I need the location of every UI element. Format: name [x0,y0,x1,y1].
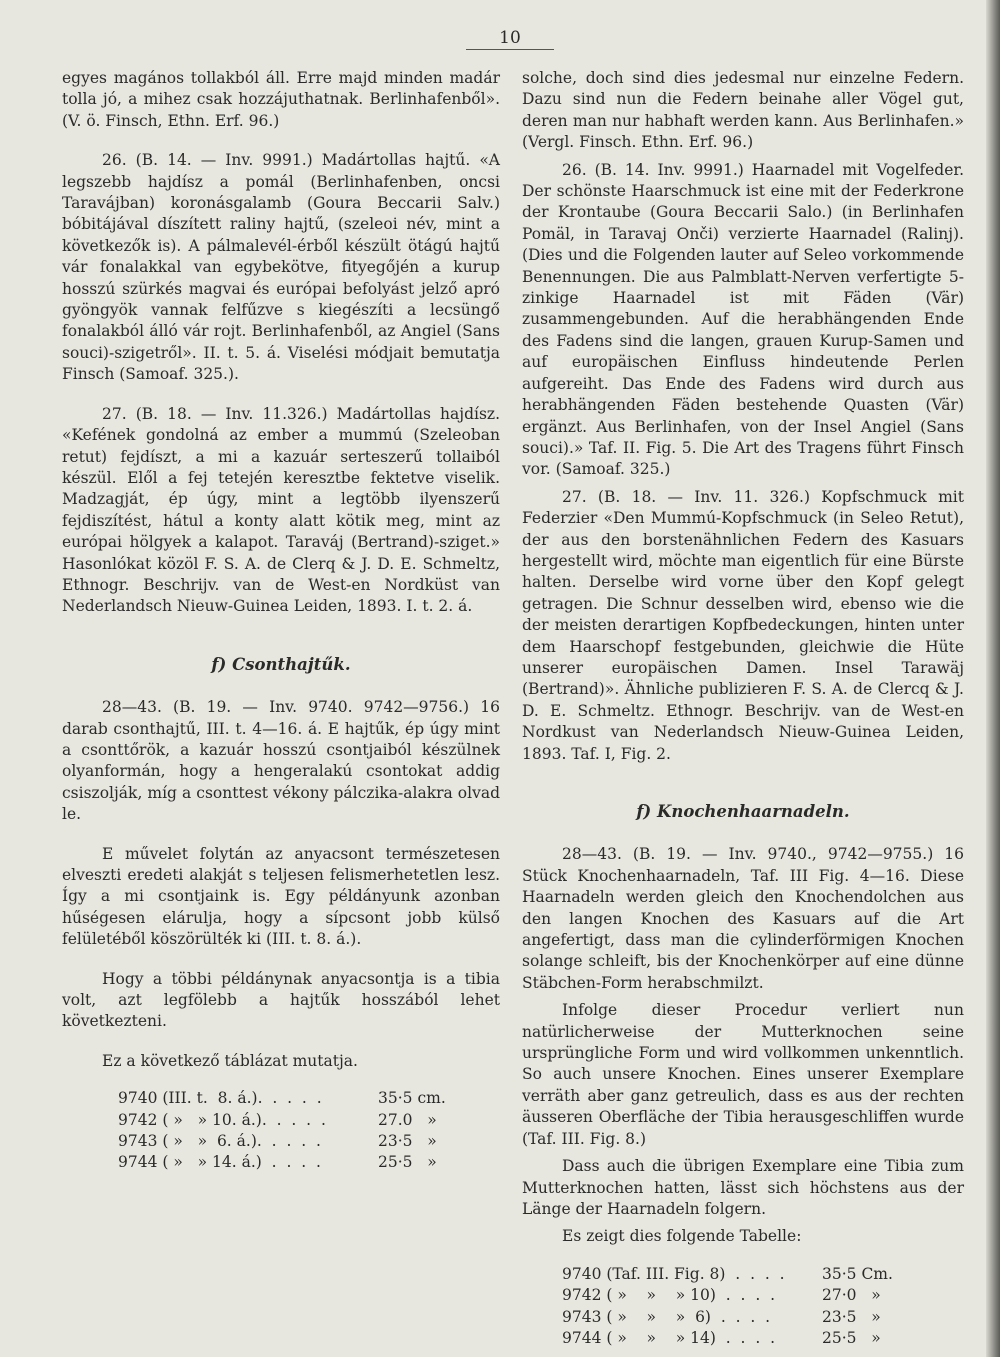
hu-paragraph-7: Ez a következő táblázat mutatja. [102,1051,358,1070]
hu-length-table [118,1088,500,1174]
table-row: 9744 ( » » » 14) . . . . 25·5 » [562,1328,881,1347]
table-row: 9743 ( » » » 6) . . . . 23·5 » [562,1307,881,1326]
de-length-table [562,1264,964,1350]
page-number: 10 [499,28,521,48]
de-paragraph-7: Es zeigt dies folgende Tabelle: [562,1227,802,1246]
hu-paragraph-6: Hogy a többi példánynak anyacsontja is a tibia volt, azt legfölebb a hajtűk hosszából lehet következteni. [62,969,500,1031]
table-row: 9742 ( » » 10. á.). . . . . 27.0 » [118,1110,437,1129]
table-row: 9740 (Taf. III. Fig. 8) . . . . 35·5 Cm. [562,1264,893,1283]
table-row: 9744 ( » » 14. á.) . . . . 25·5 » [118,1153,437,1172]
german-column [522,68,964,1349]
de-entry-28-43: 28—43. (B. 19. — Inv. 9740., 9742—9755.) 16 Stück Knochenhaarnadeln, Taf. III Fig. 4—16. Diese Haarnadeln werden gleich den Knochendolchen aus den langen Knochen des Kasuars auf die Art angefertigt, dass man die cylinderförmigen Knochen solange schleift, bis der Knochenkörper auf eine dünne Stäbchen-Form herabschmilzt. [522,845,964,992]
hungarian-column [62,68,500,1174]
table-row: 9742 ( » » » 10) . . . . 27·0 » [562,1286,881,1305]
de-paragraph-1: solche, doch sind dies jedesmal nur einzelne Federn. Dazu sind nun die Federn beinahe aller Vögel gut, deren man nur habhaft werden kann. Aus Berlinhafen.» (Vergl. Finsch. Ethn. Erf. 96.) [522,69,964,152]
hu-entry-28-43: 28—43. (B. 19. — Inv. 9740. 9742—9756.) 16 darab csonthajtű, III. t. 4—16. á. E hajtűk, ép úgy mint a csonttőrök, a kazuár hosszú csontjaiból készülnek olyanformán, hogy a hengeralakú csontokat addig csiszolják, míg a csonttest vékony pálczika-alakra olvad le. [62,698,500,824]
hu-section-heading: f) Csonthajtűk. [211,654,351,674]
de-entry-27: 27. (B. 18. — Inv. 11. 326.) Kopfschmuck mit Federzier «Den Mummú-Kopfschmuck (in Seleo Retut), der aus den borstenähnlichen Federn des Kasuars hergestellt wird, möchte man eigentlich für eine Bürste halten. Derselbe wird vorne über den Kopf gelegt getragen. Die Schnur desselben wird, ebenso wie die der meisten derartigen Kopfbedeckungen, hinten unter dem Haarschopf festgebunden, gleichwie die Hüte unserer europäischen Damen. Insel Tarawäj (Bertrand)». Ähnliche publizieren F. S. A. de Clercq & J. D. E. Schmeltz. Ethnogr. Beschrijv. van de West-en Nordkust van Nederlandsch Nieuw-Guinea Leiden, 1893. Taf. I, Fig. 2. [522,487,964,763]
hu-entry-26: 26. (B. 14. — Inv. 9991.) Madártollas hajtű. «A legszebb hajdísz a pomál (Berlinhafenben, oncsi Taravájban) koronásgalamb (Goura Beccarii Salv.) bóbitájával díszített raliny hajtű, (szeleoi név, mint a következők is). A pálmalevél-érből készült ötágú hajtű vár fonalakkal van egybekötve, fityegőjén a kurup hosszú szürkés magvai és európai befolyást jelző apró gyöngyök vannak felfűzve s kiegészíti a lecsüngő fonalakból álló vár rojt. Berlinhafenből, az Angiel (Sans souci)-szigetről». II. t. 5. á. Viselési módjait bemutatja Finsch (Samoaf. 325.). [62,151,500,384]
hu-paragraph-5: E művelet folytán az anyacsont természetesen elveszti eredeti alakját s teljesen felismerhetetlen lesz. Így a mi csontjaink is. Egy példányunk azonban hűségesen elárulja, hogy a sípcsont jobb külső felületéből köszörülték ki (III. t. 8. á.). [62,844,500,949]
hu-paragraph-1: egyes magános tollakból áll. Erre majd minden madár tolla jó, a mihez csak hozzájuthatnak. Berlinhafenből». (V. ö. Finsch, Ethn. Erf. 96.) [62,69,500,130]
table-row: 9743 ( » » 6. á.). . . . . 23·5 » [118,1132,437,1151]
de-entry-26: 26. (B. 14. Inv. 9991.) Haarnadel mit Vogelfeder. Der schönste Haarschmuck ist eine mit der Federkrone der Krontaube (Goura Beccarii Salo.) (in Berlinhafen Pomäl, in Taravaj Onči) verzierte Haarnadel (Ralinj). (Dies und die Folgenden lauter auf Seleo vorkommende Benennungen. Die aus Palmblatt-Nerven verfertigte 5-zinkige Haarnadel ist mit Fäden (Vär) zusammengebunden. Auf die herabhängenden Ende des Fadens sind die langen, grauen Kurup-Samen und auf europäischen Einfluss hindeutende Perlen aufgereiht. Das Ende des Fadens wird durch aus herabhängenden Fäden bestehende Quasten (Vär) ergänzt. Aus Berlinhafen, von der Insel Angiel (Sans souci).» Taf. II. Fig. 5. Die Art des Tragens führt Finsch vor. (Samoaf. 325.) [522,160,964,479]
hu-entry-27: 27. (B. 18. — Inv. 11.326.) Madártollas hajdísz. «Kefének gondolná az ember a mummú (Szeleoban retut) fejdíszt, a mi a kazuár serteszerű tollaiból készül. Elől a fej tetején keresztbe fektetve viselik. Madzagját, ép úgy, mint a legtöbb ilyenszerű fejdiszítést, hátul a konty alatt kötik meg, mint az európai hölgyek a kalapot. Taraváj (Bertrand)-sziget.» Hasonlókat közöl F. S. A. de Clerq & J. D. E. Schmeltz, Ethnogr. Beschrijv. van de West-en Nordküst van Nederlandsch Nieuw-Guinea Leiden, 1893. I. t. 2. á. [62,404,500,616]
page-number-rule [466,49,554,50]
page-edge-shadow [986,0,1000,1357]
de-paragraph-6: Dass auch die übrigen Exemplare eine Tibia zum Mutterknochen hatten, lässt sich höchstens aus der Länge der Haarnadeln folgern. [522,1157,964,1218]
table-row: 9740 (III. t. 8. á.). . . . . 35·5 cm. [118,1089,446,1108]
de-section-heading: f) Knochenhaarnadeln. [636,802,850,821]
de-paragraph-5: Infolge dieser Procedur verliert nun natürlicherweise der Mutterknochen seine ursprüngliche Form und wird vollkommen unkenntlich. So auch unsere Knochen. Eines unserer Exemplare verräth aber ganz getreulich, dass es aus der rechten äusseren Oberfläche der Tibia herausgeschliffen wurde (Taf. III. Fig. 8.) [522,1001,964,1148]
